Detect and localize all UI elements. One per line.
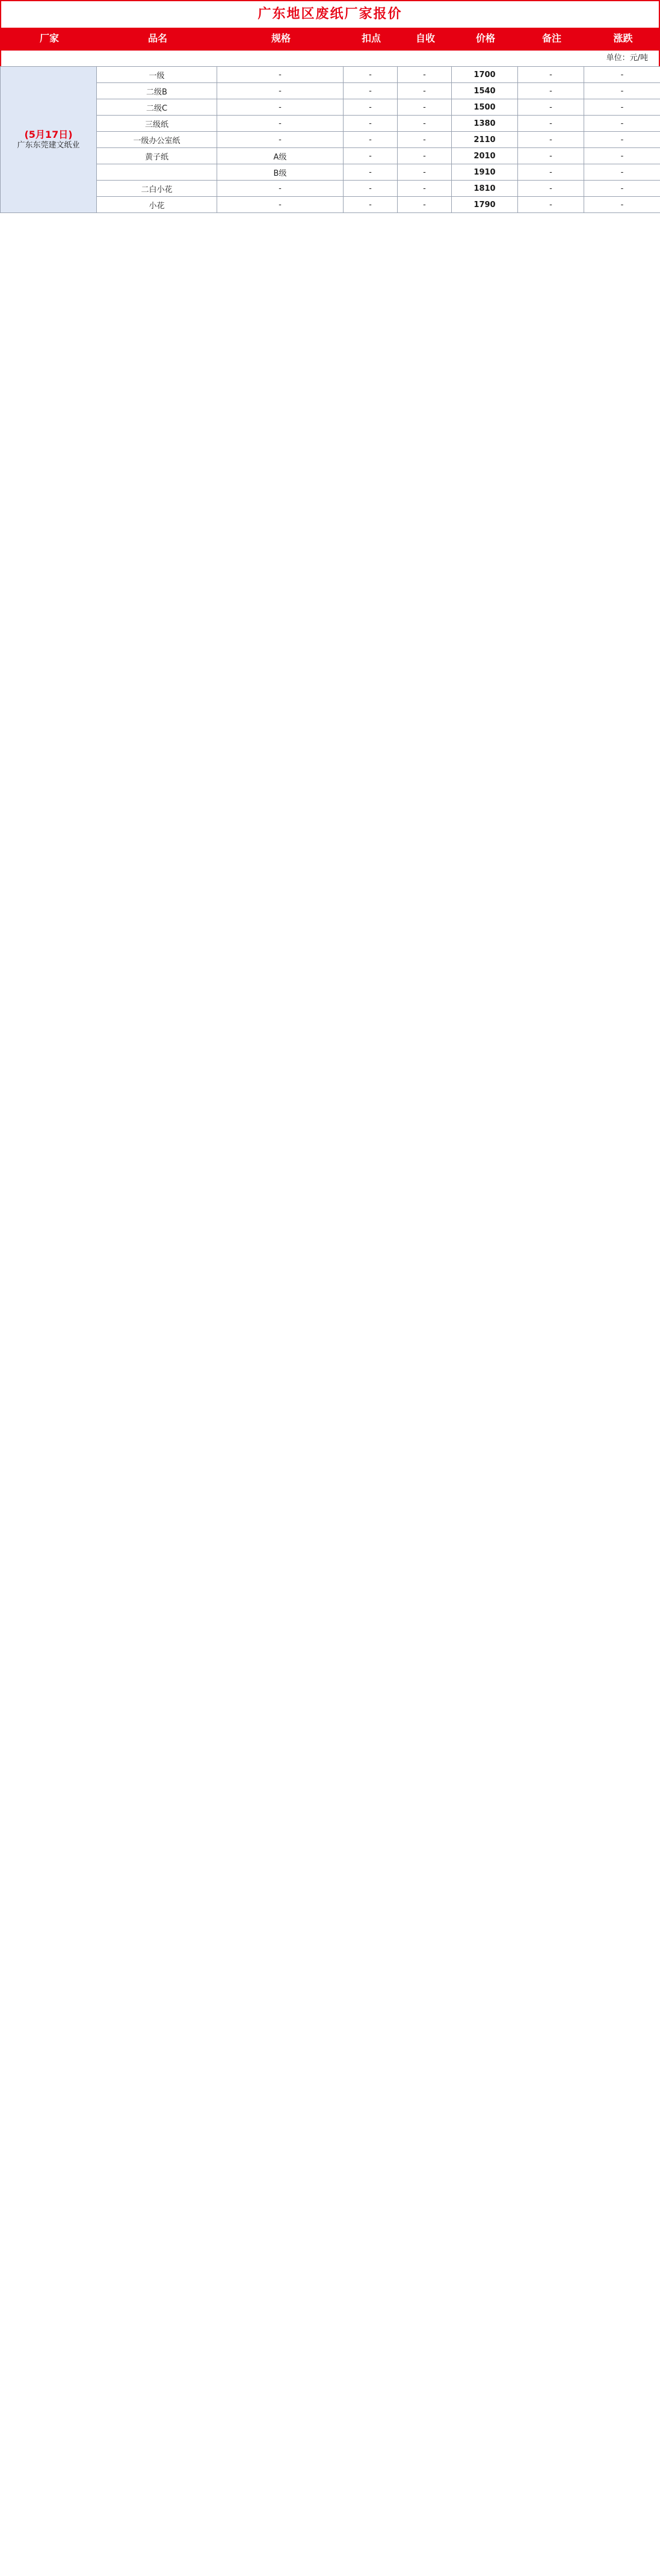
product-cell: 小花: [97, 197, 217, 213]
change-cell: -: [584, 181, 660, 197]
price-cell: 1380: [452, 116, 518, 132]
header-col-product: 品名: [147, 33, 167, 44]
header-col-spec: 规格: [271, 33, 291, 44]
company-cell: [1, 67, 97, 213]
self-cell: -: [398, 148, 452, 164]
table-row: [1, 67, 660, 83]
self-cell: -: [398, 67, 452, 83]
self-cell: -: [398, 83, 452, 99]
company-date: (5月17日): [24, 128, 73, 140]
product-cell: 二级C: [97, 99, 217, 116]
change-cell: -: [584, 116, 660, 132]
header-col-company: 厂家: [39, 33, 59, 44]
product-cell: 二级B: [97, 83, 217, 99]
table-row: [1, 148, 660, 164]
change-cell: -: [584, 164, 660, 181]
note-cell: -: [518, 132, 584, 148]
deduct-cell: -: [344, 148, 398, 164]
spec-cell: -: [217, 181, 344, 197]
self-cell: -: [398, 197, 452, 213]
change-cell: -: [584, 67, 660, 83]
table-row: [1, 197, 660, 213]
product-cell: [97, 164, 217, 181]
deduct-cell: -: [344, 132, 398, 148]
header-col-self: 自收: [415, 33, 435, 44]
spec-cell: -: [217, 67, 344, 83]
price-cell: 1910: [452, 164, 518, 181]
change-cell: -: [584, 148, 660, 164]
price-cell: 1540: [452, 83, 518, 99]
self-cell: -: [398, 132, 452, 148]
note-cell: -: [518, 197, 584, 213]
table-row: [1, 83, 660, 99]
deduct-cell: -: [344, 67, 398, 83]
spec-cell: B级: [217, 164, 344, 181]
spec-cell: -: [217, 99, 344, 116]
spec-cell: A级: [217, 148, 344, 164]
deduct-cell: -: [344, 99, 398, 116]
table-row: [1, 132, 660, 148]
spec-cell: -: [217, 83, 344, 99]
deduct-cell: -: [344, 83, 398, 99]
spec-cell: -: [217, 132, 344, 148]
spec-cell: -: [217, 197, 344, 213]
note-cell: -: [518, 148, 584, 164]
price-cell: 1500: [452, 99, 518, 116]
change-cell: -: [584, 197, 660, 213]
page-title: 广东地区废纸厂家报价: [0, 0, 660, 28]
deduct-cell: -: [344, 164, 398, 181]
table-header: [0, 28, 660, 51]
product-cell: 一级: [97, 67, 217, 83]
price-sheet: [0, 0, 660, 213]
table-row: [1, 99, 660, 116]
note-cell: -: [518, 164, 584, 181]
note-cell: -: [518, 83, 584, 99]
deduct-cell: -: [344, 116, 398, 132]
header-col-price: 价格: [475, 33, 495, 44]
change-cell: -: [584, 99, 660, 116]
self-cell: -: [398, 181, 452, 197]
note-cell: -: [518, 116, 584, 132]
self-cell: -: [398, 116, 452, 132]
spec-cell: -: [217, 116, 344, 132]
product-cell: 二白小花: [97, 181, 217, 197]
price-cell: 1790: [452, 197, 518, 213]
deduct-cell: -: [344, 197, 398, 213]
price-cell: 2010: [452, 148, 518, 164]
table-body: [1, 67, 660, 213]
note-cell: -: [518, 181, 584, 197]
note-cell: -: [518, 99, 584, 116]
table-row: [1, 116, 660, 132]
price-table: [0, 66, 660, 213]
deduct-cell: -: [344, 181, 398, 197]
header-col-change: 涨跌: [613, 33, 633, 44]
self-cell: -: [398, 99, 452, 116]
product-cell: 三级纸: [97, 116, 217, 132]
change-cell: -: [584, 83, 660, 99]
table-row: [1, 164, 660, 181]
product-cell: 一级办公室纸: [97, 132, 217, 148]
note-cell: -: [518, 67, 584, 83]
price-cell: 2110: [452, 132, 518, 148]
change-cell: -: [584, 132, 660, 148]
unit-line: 单位：元/吨: [0, 51, 660, 66]
self-cell: -: [398, 164, 452, 181]
product-cell: 黄子纸: [97, 148, 217, 164]
header-col-note: 备注: [541, 33, 561, 44]
price-cell: 1700: [452, 67, 518, 83]
company-name: 广东东莞建文纸业: [17, 140, 80, 150]
header-col-deduct: 扣点: [361, 33, 381, 44]
table-row: [1, 181, 660, 197]
price-cell: 1810: [452, 181, 518, 197]
